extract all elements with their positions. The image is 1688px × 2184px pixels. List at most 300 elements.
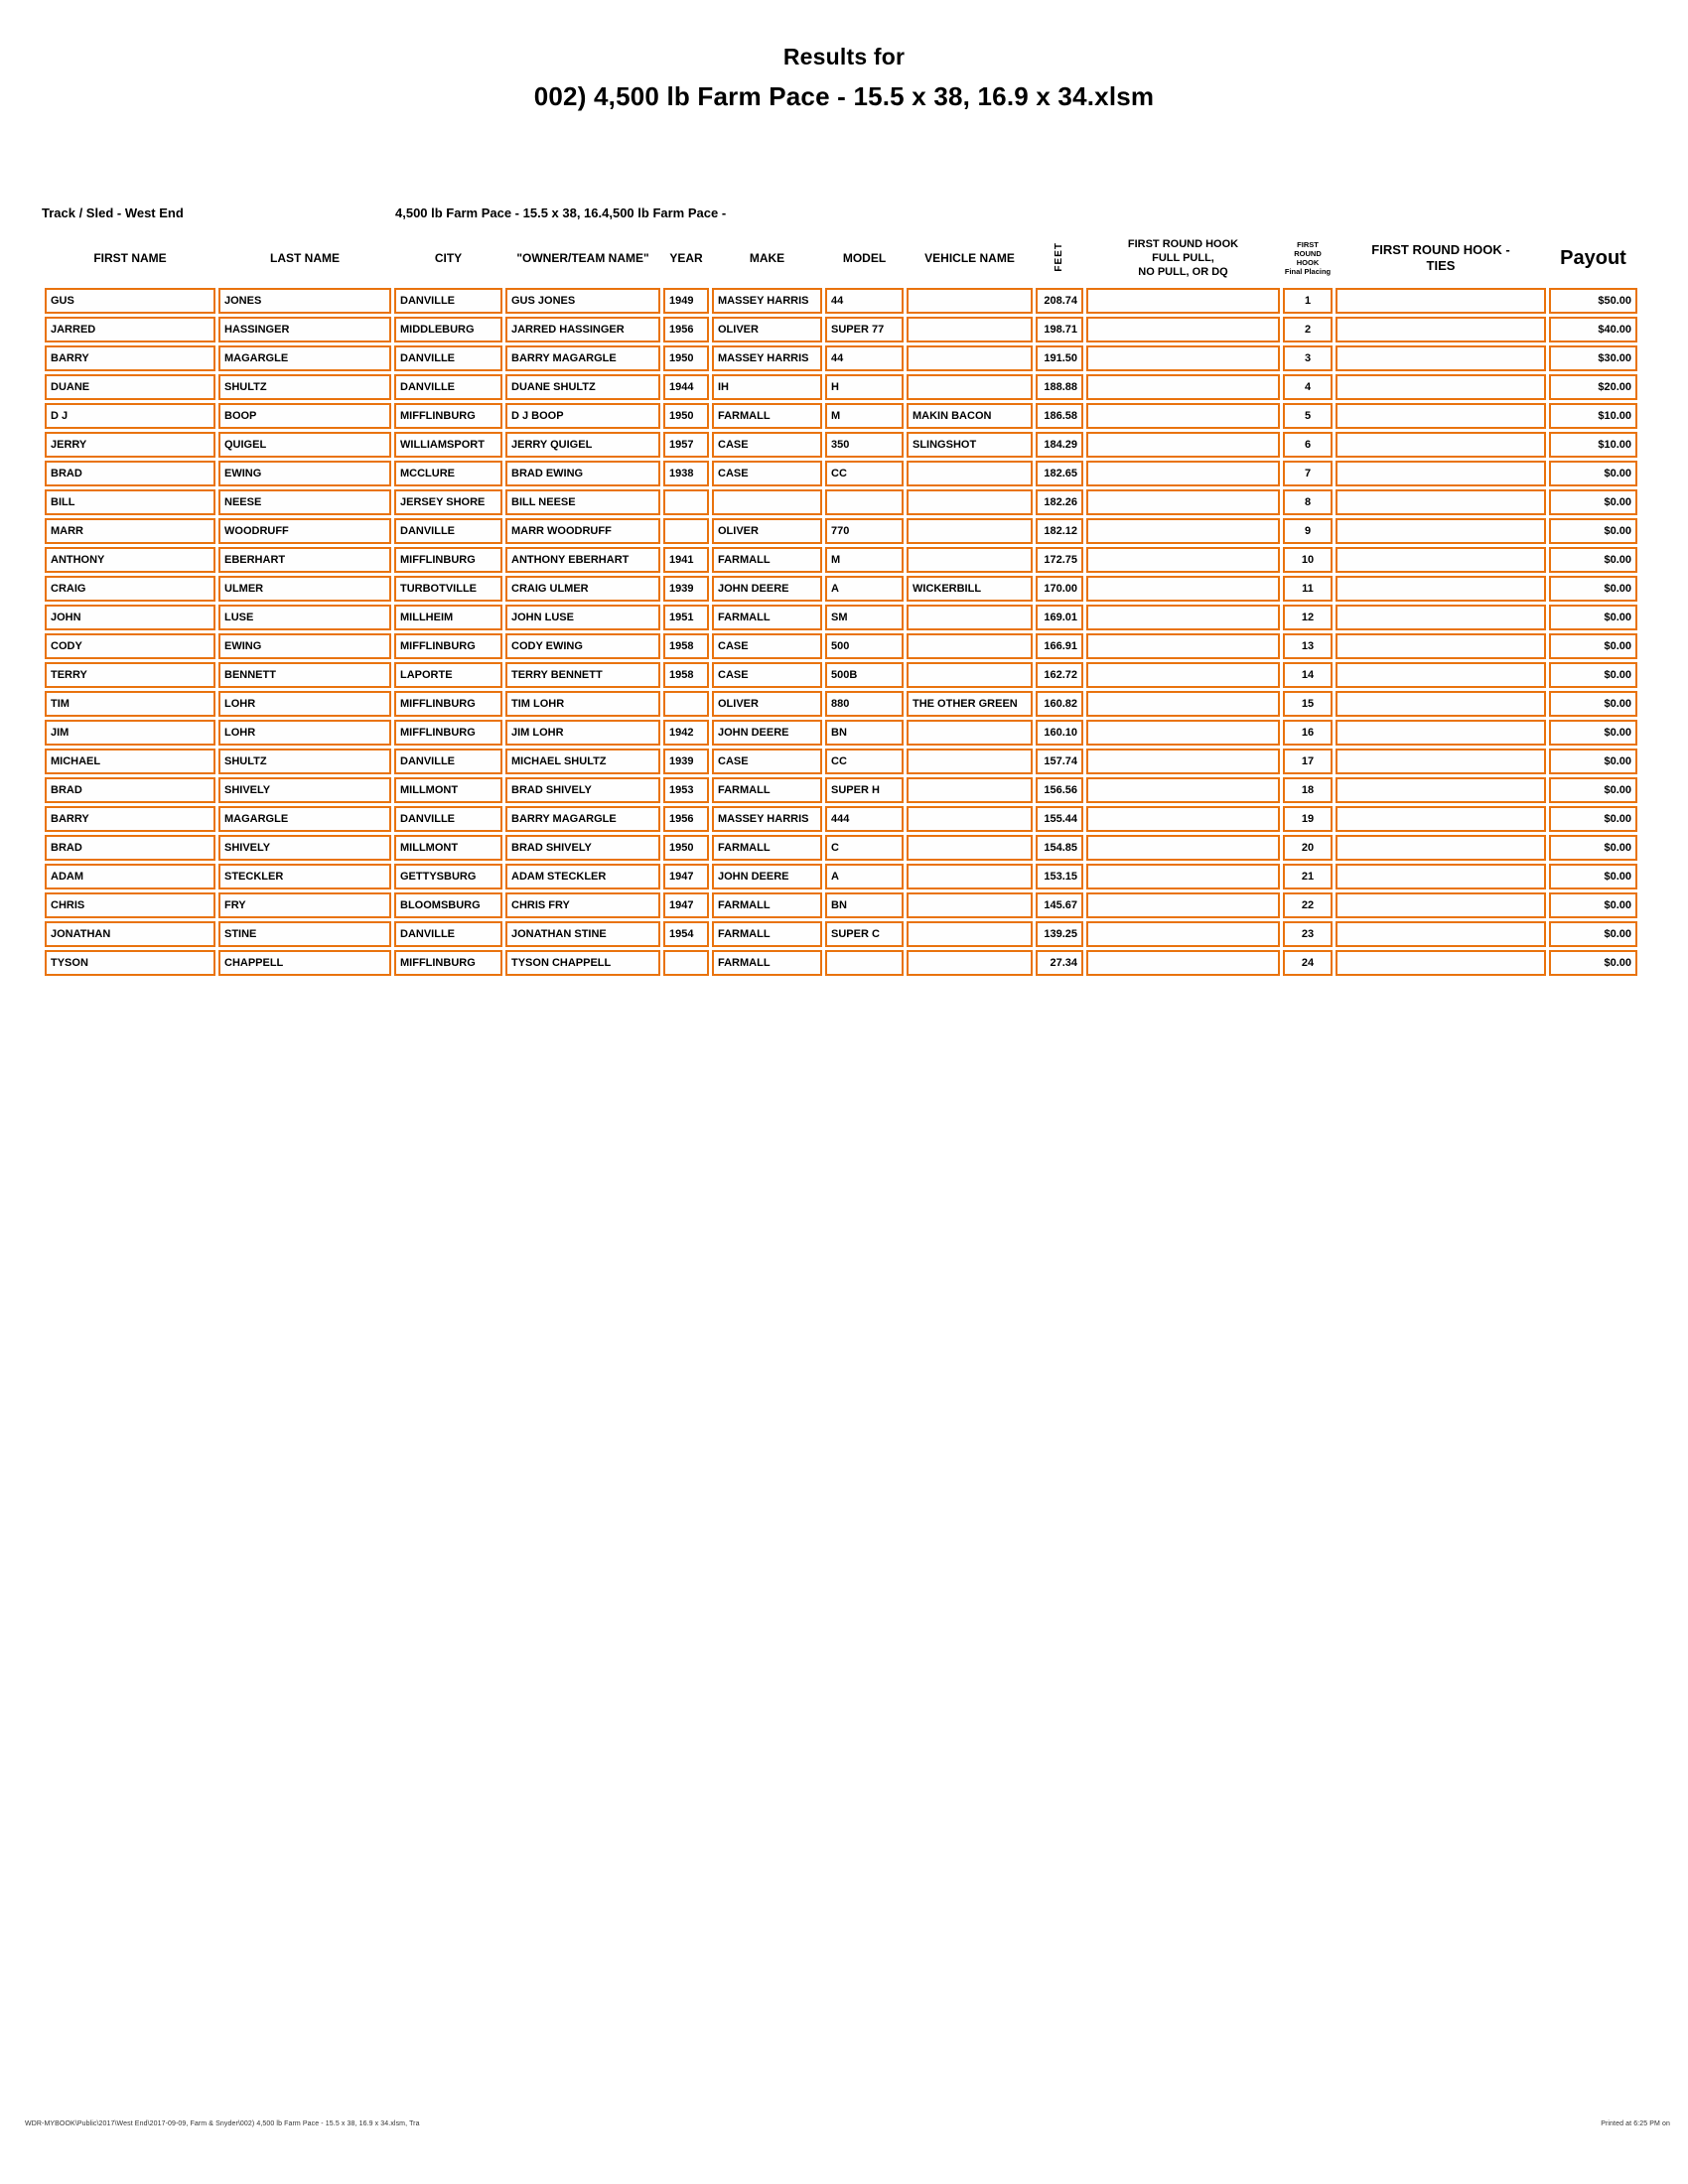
cell-city: MIFFLINBURG <box>394 720 502 746</box>
cell-vehicle-name <box>907 374 1033 400</box>
cell-payout: $0.00 <box>1549 461 1637 486</box>
cell-placing: 13 <box>1283 633 1333 659</box>
cell-first-name: JERRY <box>45 432 215 458</box>
cell-placing: 22 <box>1283 892 1333 918</box>
cell-feet: 170.00 <box>1036 576 1083 602</box>
cell-vehicle-name: SLINGSHOT <box>907 432 1033 458</box>
cell-hook-result <box>1086 806 1280 832</box>
cell-model: CC <box>825 749 904 774</box>
cell-make: OLIVER <box>712 518 822 544</box>
cell-last-name: MAGARGLE <box>218 345 391 371</box>
cell-first-name: D J <box>45 403 215 429</box>
cell-owner-team: D J BOOP <box>505 403 660 429</box>
cell-model: BN <box>825 892 904 918</box>
cell-year: 1951 <box>663 605 709 630</box>
cell-last-name: LOHR <box>218 691 391 717</box>
cell-placing: 10 <box>1283 547 1333 573</box>
cell-ties <box>1336 864 1546 889</box>
cell-make: JOHN DEERE <box>712 720 822 746</box>
cell-make: IH <box>712 374 822 400</box>
cell-payout: $0.00 <box>1549 950 1637 976</box>
cell-payout: $40.00 <box>1549 317 1637 342</box>
cell-ties <box>1336 576 1546 602</box>
cell-make: MASSEY HARRIS <box>712 288 822 314</box>
cell-first-name: JIM <box>45 720 215 746</box>
cell-feet: 198.71 <box>1036 317 1083 342</box>
table-row <box>45 864 1637 889</box>
col-header-first-round-hook-ties: FIRST ROUND HOOK - TIES <box>1371 242 1510 273</box>
cell-make: FARMALL <box>712 921 822 947</box>
cell-city: MILLMONT <box>394 777 502 803</box>
cell-year: 1949 <box>663 288 709 314</box>
cell-last-name: CHAPPELL <box>218 950 391 976</box>
cell-vehicle-name <box>907 777 1033 803</box>
cell-city: DANVILLE <box>394 749 502 774</box>
cell-hook-result <box>1086 345 1280 371</box>
cell-year: 1950 <box>663 403 709 429</box>
cell-model: SM <box>825 605 904 630</box>
cell-year <box>663 489 709 515</box>
cell-placing: 20 <box>1283 835 1333 861</box>
cell-feet: 166.91 <box>1036 633 1083 659</box>
cell-feet: 172.75 <box>1036 547 1083 573</box>
cell-year: 1958 <box>663 662 709 688</box>
cell-city: DANVILLE <box>394 345 502 371</box>
cell-payout: $20.00 <box>1549 374 1637 400</box>
cell-city: DANVILLE <box>394 518 502 544</box>
cell-feet: 153.15 <box>1036 864 1083 889</box>
table-row <box>45 633 1637 659</box>
cell-year <box>663 518 709 544</box>
cell-first-name: JONATHAN <box>45 921 215 947</box>
cell-owner-team: BILL NEESE <box>505 489 660 515</box>
cell-ties <box>1336 633 1546 659</box>
cell-make: CASE <box>712 432 822 458</box>
cell-ties <box>1336 403 1546 429</box>
cell-make: FARMALL <box>712 950 822 976</box>
table-row <box>45 806 1637 832</box>
cell-city: MIFFLINBURG <box>394 633 502 659</box>
cell-make: CASE <box>712 749 822 774</box>
cell-owner-team: MARR WOODRUFF <box>505 518 660 544</box>
cell-first-name: BARRY <box>45 345 215 371</box>
cell-placing: 18 <box>1283 777 1333 803</box>
cell-city: MIDDLEBURG <box>394 317 502 342</box>
cell-year: 1957 <box>663 432 709 458</box>
cell-feet: 160.82 <box>1036 691 1083 717</box>
col-header-owner-team: "OWNER/TEAM NAME" <box>516 251 649 265</box>
cell-hook-result <box>1086 374 1280 400</box>
cell-year: 1941 <box>663 547 709 573</box>
cell-hook-result <box>1086 749 1280 774</box>
cell-ties <box>1336 317 1546 342</box>
cell-hook-result <box>1086 950 1280 976</box>
cell-feet: 160.10 <box>1036 720 1083 746</box>
cell-model: SUPER 77 <box>825 317 904 342</box>
cell-owner-team: CODY EWING <box>505 633 660 659</box>
cell-last-name: EBERHART <box>218 547 391 573</box>
cell-model: A <box>825 576 904 602</box>
cell-last-name: ULMER <box>218 576 391 602</box>
cell-owner-team: ANTHONY EBERHART <box>505 547 660 573</box>
cell-first-name: TIM <box>45 691 215 717</box>
cell-feet: 186.58 <box>1036 403 1083 429</box>
cell-payout: $0.00 <box>1549 806 1637 832</box>
cell-city: MCCLURE <box>394 461 502 486</box>
cell-first-name: CODY <box>45 633 215 659</box>
cell-last-name: SHIVELY <box>218 835 391 861</box>
cell-first-name: BILL <box>45 489 215 515</box>
cell-hook-result <box>1086 489 1280 515</box>
cell-hook-result <box>1086 691 1280 717</box>
cell-city: MILLHEIM <box>394 605 502 630</box>
cell-make: FARMALL <box>712 605 822 630</box>
cell-payout: $0.00 <box>1549 691 1637 717</box>
cell-owner-team: JERRY QUIGEL <box>505 432 660 458</box>
table-row <box>45 518 1637 544</box>
cell-owner-team: JIM LOHR <box>505 720 660 746</box>
cell-vehicle-name <box>907 749 1033 774</box>
cell-ties <box>1336 461 1546 486</box>
cell-year: 1958 <box>663 633 709 659</box>
cell-hook-result <box>1086 461 1280 486</box>
table-row <box>45 605 1637 630</box>
cell-first-name: BRAD <box>45 777 215 803</box>
cell-hook-result <box>1086 547 1280 573</box>
cell-feet: 157.74 <box>1036 749 1083 774</box>
table-row <box>45 749 1637 774</box>
cell-hook-result <box>1086 662 1280 688</box>
cell-year: 1953 <box>663 777 709 803</box>
cell-city: DANVILLE <box>394 374 502 400</box>
table-row <box>45 461 1637 486</box>
cell-payout: $0.00 <box>1549 864 1637 889</box>
cell-payout: $0.00 <box>1549 489 1637 515</box>
cell-owner-team: TIM LOHR <box>505 691 660 717</box>
cell-placing: 19 <box>1283 806 1333 832</box>
cell-owner-team: MICHAEL SHULTZ <box>505 749 660 774</box>
cell-year: 1950 <box>663 835 709 861</box>
cell-year: 1939 <box>663 749 709 774</box>
cell-ties <box>1336 345 1546 371</box>
cell-vehicle-name <box>907 950 1033 976</box>
cell-feet: 154.85 <box>1036 835 1083 861</box>
cell-make: MASSEY HARRIS <box>712 806 822 832</box>
cell-feet: 162.72 <box>1036 662 1083 688</box>
cell-hook-result <box>1086 317 1280 342</box>
table-row <box>45 317 1637 342</box>
cell-placing: 3 <box>1283 345 1333 371</box>
cell-first-name: TYSON <box>45 950 215 976</box>
cell-owner-team: CHRIS FRY <box>505 892 660 918</box>
cell-make: MASSEY HARRIS <box>712 345 822 371</box>
cell-owner-team: JARRED HASSINGER <box>505 317 660 342</box>
cell-owner-team: JOHN LUSE <box>505 605 660 630</box>
cell-owner-team: BRAD SHIVELY <box>505 835 660 861</box>
cell-model: C <box>825 835 904 861</box>
cell-model: 880 <box>825 691 904 717</box>
cell-make: JOHN DEERE <box>712 576 822 602</box>
cell-city: MIFFLINBURG <box>394 691 502 717</box>
cell-vehicle-name <box>907 921 1033 947</box>
cell-model: CC <box>825 461 904 486</box>
cell-payout: $10.00 <box>1549 432 1637 458</box>
cell-make: OLIVER <box>712 317 822 342</box>
cell-make: CASE <box>712 461 822 486</box>
cell-vehicle-name <box>907 518 1033 544</box>
table-row <box>45 921 1637 947</box>
cell-payout: $30.00 <box>1549 345 1637 371</box>
cell-last-name: SHULTZ <box>218 749 391 774</box>
cell-model: BN <box>825 720 904 746</box>
cell-owner-team: TYSON CHAPPELL <box>505 950 660 976</box>
cell-model: 350 <box>825 432 904 458</box>
cell-year: 1938 <box>663 461 709 486</box>
cell-feet: 182.12 <box>1036 518 1083 544</box>
cell-model <box>825 950 904 976</box>
cell-vehicle-name <box>907 864 1033 889</box>
cell-make: FARMALL <box>712 892 822 918</box>
cell-ties <box>1336 288 1546 314</box>
cell-year: 1947 <box>663 892 709 918</box>
cell-model: A <box>825 864 904 889</box>
cell-vehicle-name <box>907 835 1033 861</box>
cell-ties <box>1336 835 1546 861</box>
cell-last-name: LOHR <box>218 720 391 746</box>
table-row <box>45 432 1637 458</box>
cell-city: MIFFLINBURG <box>394 950 502 976</box>
cell-owner-team: BARRY MAGARGLE <box>505 806 660 832</box>
cell-payout: $0.00 <box>1549 547 1637 573</box>
track-sled-label: Track / Sled - West End <box>42 205 184 220</box>
results-table <box>42 228 1640 979</box>
cell-city: GETTYSBURG <box>394 864 502 889</box>
cell-placing: 21 <box>1283 864 1333 889</box>
cell-ties <box>1336 720 1546 746</box>
footer-printed-timestamp: Printed at 6:25 PM on <box>1601 2120 1670 2127</box>
col-header-first-round-hook-result: FIRST ROUND HOOK FULL PULL, NO PULL, OR DQ <box>1127 238 1239 278</box>
cell-make: CASE <box>712 662 822 688</box>
cell-payout: $0.00 <box>1549 749 1637 774</box>
table-row <box>45 547 1637 573</box>
cell-hook-result <box>1086 720 1280 746</box>
cell-hook-result <box>1086 605 1280 630</box>
cell-vehicle-name <box>907 806 1033 832</box>
col-header-first-round-hook-placing: FIRST ROUND HOOK Final Placing <box>1284 240 1332 276</box>
cell-feet: 208.74 <box>1036 288 1083 314</box>
cell-placing: 4 <box>1283 374 1333 400</box>
cell-payout: $0.00 <box>1549 633 1637 659</box>
col-header-last-name: LAST NAME <box>270 251 340 265</box>
cell-feet: 188.88 <box>1036 374 1083 400</box>
cell-placing: 12 <box>1283 605 1333 630</box>
cell-model: SUPER H <box>825 777 904 803</box>
cell-make <box>712 489 822 515</box>
cell-payout: $0.00 <box>1549 892 1637 918</box>
cell-hook-result <box>1086 432 1280 458</box>
col-header-first-name: FIRST NAME <box>93 251 167 265</box>
cell-model: 44 <box>825 345 904 371</box>
cell-first-name: CHRIS <box>45 892 215 918</box>
cell-first-name: BRAD <box>45 835 215 861</box>
cell-model <box>825 489 904 515</box>
cell-first-name: BARRY <box>45 806 215 832</box>
cell-placing: 24 <box>1283 950 1333 976</box>
cell-make: FARMALL <box>712 403 822 429</box>
cell-owner-team: ADAM STECKLER <box>505 864 660 889</box>
table-row <box>45 777 1637 803</box>
cell-payout: $0.00 <box>1549 720 1637 746</box>
col-header-year: YEAR <box>669 251 703 265</box>
cell-feet: 156.56 <box>1036 777 1083 803</box>
col-header-feet: FEET <box>1054 241 1064 272</box>
cell-ties <box>1336 777 1546 803</box>
cell-owner-team: DUANE SHULTZ <box>505 374 660 400</box>
cell-feet: 182.26 <box>1036 489 1083 515</box>
cell-ties <box>1336 605 1546 630</box>
cell-last-name: FRY <box>218 892 391 918</box>
table-row <box>45 374 1637 400</box>
cell-city: TURBOTVILLE <box>394 576 502 602</box>
cell-owner-team: GUS JONES <box>505 288 660 314</box>
cell-owner-team: BRAD EWING <box>505 461 660 486</box>
cell-payout: $0.00 <box>1549 518 1637 544</box>
cell-owner-team: BRAD SHIVELY <box>505 777 660 803</box>
cell-feet: 191.50 <box>1036 345 1083 371</box>
cell-payout: $0.00 <box>1549 576 1637 602</box>
cell-placing: 6 <box>1283 432 1333 458</box>
cell-make: CASE <box>712 633 822 659</box>
cell-make: JOHN DEERE <box>712 864 822 889</box>
cell-first-name: CRAIG <box>45 576 215 602</box>
cell-hook-result <box>1086 777 1280 803</box>
cell-last-name: EWING <box>218 461 391 486</box>
cell-last-name: QUIGEL <box>218 432 391 458</box>
cell-hook-result <box>1086 633 1280 659</box>
cell-last-name: JONES <box>218 288 391 314</box>
cell-placing: 15 <box>1283 691 1333 717</box>
cell-first-name: MICHAEL <box>45 749 215 774</box>
cell-payout: $50.00 <box>1549 288 1637 314</box>
cell-city: LAPORTE <box>394 662 502 688</box>
page-title: Results for <box>782 44 906 69</box>
cell-ties <box>1336 432 1546 458</box>
cell-ties <box>1336 518 1546 544</box>
cell-first-name: JOHN <box>45 605 215 630</box>
cell-first-name: ADAM <box>45 864 215 889</box>
cell-make: OLIVER <box>712 691 822 717</box>
cell-last-name: WOODRUFF <box>218 518 391 544</box>
table-row <box>45 489 1637 515</box>
header-row <box>45 231 1637 285</box>
cell-first-name: DUANE <box>45 374 215 400</box>
cell-vehicle-name <box>907 288 1033 314</box>
table-row <box>45 835 1637 861</box>
cell-vehicle-name: THE OTHER GREEN <box>907 691 1033 717</box>
cell-last-name: STECKLER <box>218 864 391 889</box>
cell-ties <box>1336 547 1546 573</box>
cell-hook-result <box>1086 835 1280 861</box>
cell-vehicle-name <box>907 633 1033 659</box>
cell-ties <box>1336 892 1546 918</box>
cell-vehicle-name <box>907 547 1033 573</box>
cell-hook-result <box>1086 864 1280 889</box>
cell-city: BLOOMSBURG <box>394 892 502 918</box>
cell-year: 1956 <box>663 806 709 832</box>
table-row <box>45 720 1637 746</box>
cell-placing: 1 <box>1283 288 1333 314</box>
cell-last-name: BENNETT <box>218 662 391 688</box>
page-subtitle-filename: 002) 4,500 lb Farm Pace - 15.5 x 38, 16.9 x 34.xlsm <box>533 81 1155 111</box>
cell-model: SUPER C <box>825 921 904 947</box>
cell-owner-team: CRAIG ULMER <box>505 576 660 602</box>
cell-last-name: BOOP <box>218 403 391 429</box>
cell-make: FARMALL <box>712 835 822 861</box>
cell-feet: 155.44 <box>1036 806 1083 832</box>
cell-vehicle-name <box>907 489 1033 515</box>
cell-ties <box>1336 921 1546 947</box>
cell-placing: 5 <box>1283 403 1333 429</box>
cell-first-name: MARR <box>45 518 215 544</box>
cell-year: 1942 <box>663 720 709 746</box>
cell-vehicle-name <box>907 461 1033 486</box>
cell-owner-team: JONATHAN STINE <box>505 921 660 947</box>
table-row <box>45 691 1637 717</box>
cell-hook-result <box>1086 921 1280 947</box>
table-row <box>45 345 1637 371</box>
cell-city: JERSEY SHORE <box>394 489 502 515</box>
cell-first-name: ANTHONY <box>45 547 215 573</box>
cell-last-name: LUSE <box>218 605 391 630</box>
cell-owner-team: TERRY BENNETT <box>505 662 660 688</box>
cell-city: MIFFLINBURG <box>394 403 502 429</box>
cell-hook-result <box>1086 288 1280 314</box>
col-header-make: MAKE <box>749 251 785 265</box>
cell-city: DANVILLE <box>394 921 502 947</box>
cell-last-name: STINE <box>218 921 391 947</box>
cell-payout: $0.00 <box>1549 921 1637 947</box>
cell-ties <box>1336 489 1546 515</box>
cell-make: FARMALL <box>712 547 822 573</box>
cell-placing: 2 <box>1283 317 1333 342</box>
cell-payout: $0.00 <box>1549 605 1637 630</box>
col-header-payout: Payout <box>1560 247 1626 269</box>
cell-hook-result <box>1086 403 1280 429</box>
cell-feet: 145.67 <box>1036 892 1083 918</box>
cell-payout: $10.00 <box>1549 403 1637 429</box>
cell-placing: 23 <box>1283 921 1333 947</box>
cell-vehicle-name <box>907 345 1033 371</box>
cell-vehicle-name <box>907 720 1033 746</box>
cell-model: 44 <box>825 288 904 314</box>
results-table-body <box>45 288 1637 976</box>
cell-last-name: NEESE <box>218 489 391 515</box>
cell-year: 1954 <box>663 921 709 947</box>
cell-year: 1944 <box>663 374 709 400</box>
cell-hook-result <box>1086 518 1280 544</box>
cell-feet: 184.29 <box>1036 432 1083 458</box>
cell-model: 500 <box>825 633 904 659</box>
cell-last-name: EWING <box>218 633 391 659</box>
cell-last-name: SHIVELY <box>218 777 391 803</box>
cell-placing: 17 <box>1283 749 1333 774</box>
table-row <box>45 950 1637 976</box>
cell-first-name: JARRED <box>45 317 215 342</box>
cell-last-name: SHULTZ <box>218 374 391 400</box>
table-row <box>45 288 1637 314</box>
cell-city: MILLMONT <box>394 835 502 861</box>
cell-model: 770 <box>825 518 904 544</box>
